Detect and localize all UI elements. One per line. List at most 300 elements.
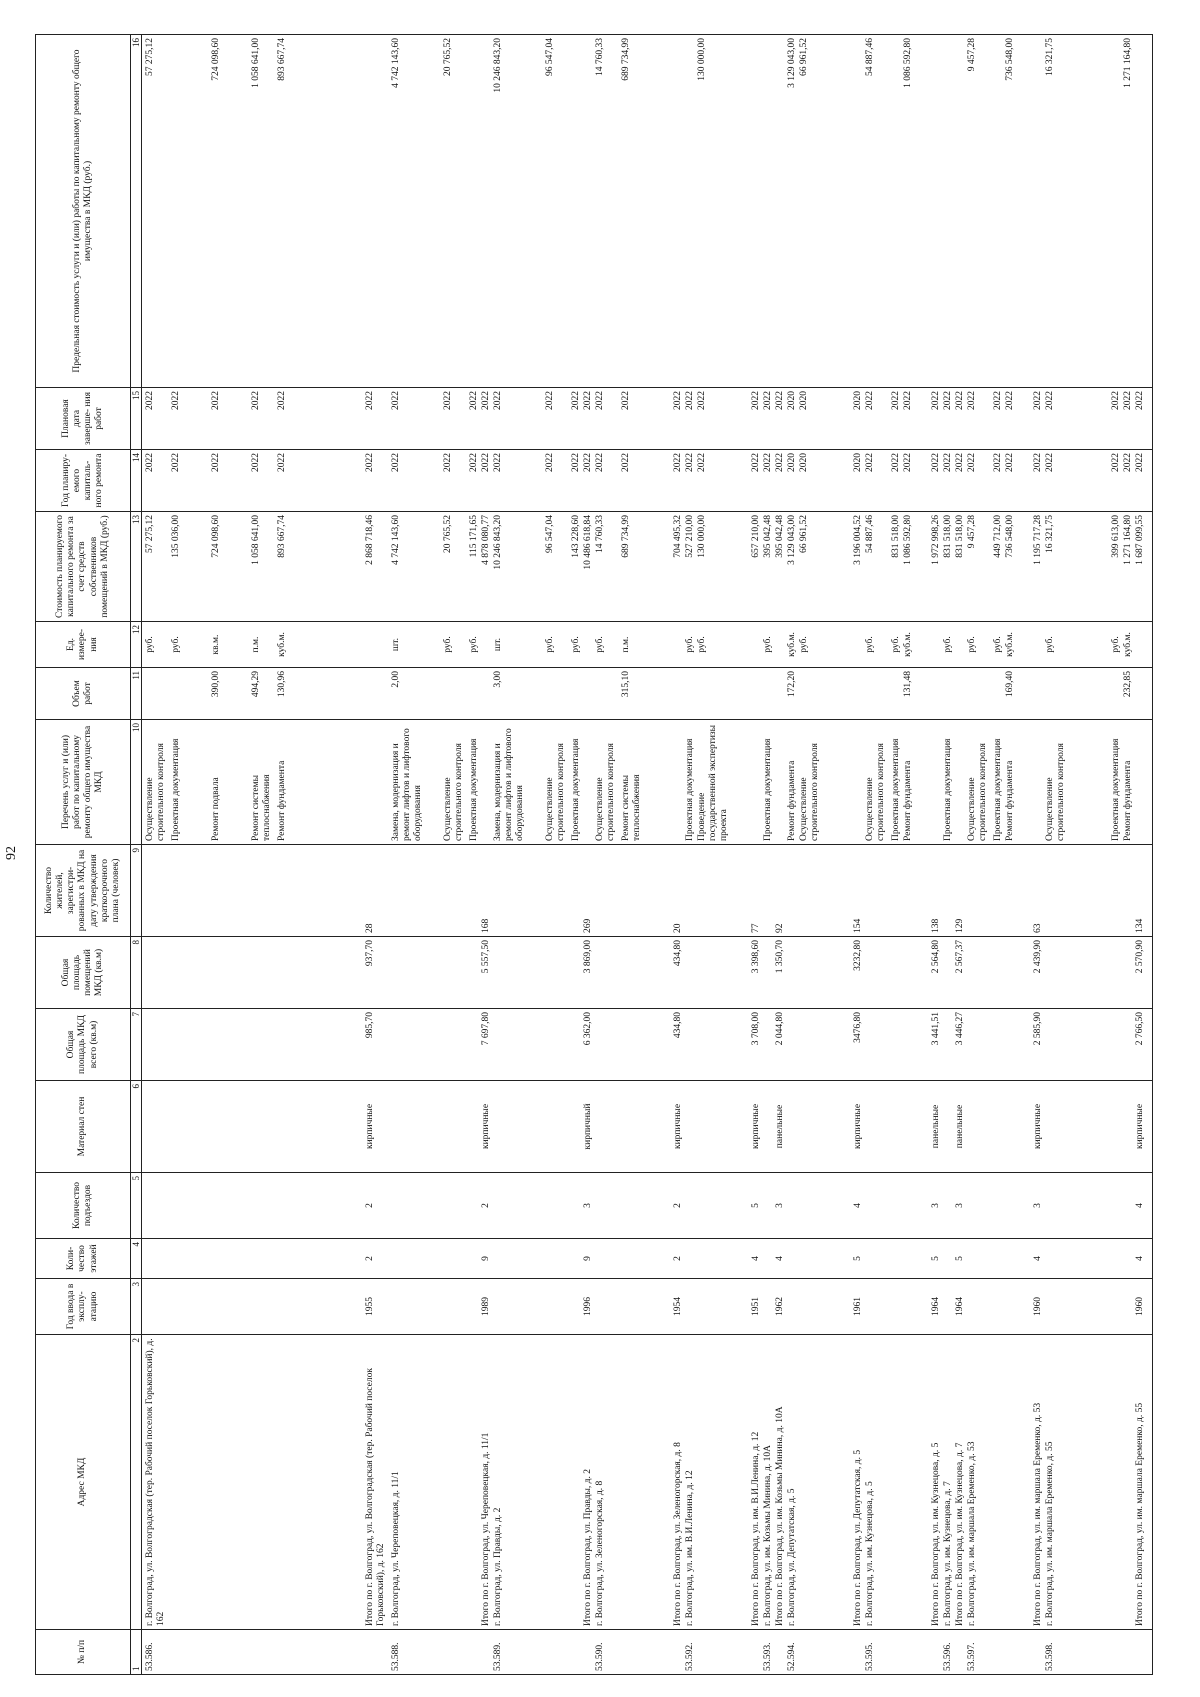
cell-entries-4-num: 53.589.	[493, 1642, 504, 1671]
cell-entries-7-entrances: 2	[673, 1203, 684, 1208]
cell-works-2-volume: 390,00	[211, 671, 222, 698]
cell-works-11-cost: 96 547,04	[545, 515, 556, 553]
cell-entries-13-area_premises: 3232,80	[853, 940, 864, 971]
cell-works-22-volume: 172,20	[787, 671, 798, 698]
cell-works-21-cost: 395 042,48	[775, 515, 786, 558]
column-number-4: 4	[131, 1239, 142, 1279]
column-header-3: Год ввода в эксплу- атацию	[36, 1279, 131, 1335]
cell-works-20-year: 2022	[763, 453, 774, 472]
column-number-16: 16	[131, 35, 142, 388]
cell-works-35-cost: 16 321,75	[1045, 515, 1056, 553]
cell-works-29-unit: руб.	[943, 636, 954, 653]
cell-works-13-cost: 10 486 618,84	[583, 515, 594, 570]
cell-works-36-cost: 399 613,00	[1111, 515, 1122, 558]
cell-works-27-volume: 131,48	[903, 671, 914, 698]
cell-entries-1-entrances: 2	[365, 1203, 376, 1208]
cell-works-37-limit: 1 271 164,80	[1123, 38, 1134, 88]
cell-entries-17-year: 1964	[955, 1297, 966, 1316]
cell-entries-18-num: 53.597.	[967, 1642, 978, 1671]
cell-works-35-unit: руб.	[1045, 636, 1056, 653]
cell-works-1-work: Проектная документация	[171, 738, 182, 841]
header-row	[36, 35, 131, 1675]
cell-works-33-end: 2022	[1005, 391, 1016, 410]
column-body-16	[142, 35, 1153, 388]
column-body-2	[142, 1335, 1153, 1630]
rotated-page	[35, 35, 1160, 1675]
column-header-15: Плановая дата заверше- ния работ	[36, 388, 131, 450]
cell-works-37-unit: куб.м.	[1123, 632, 1134, 657]
cell-entries-11-entrances: 3	[775, 1203, 786, 1208]
cell-works-14-work: Осуществление строительного контроля	[595, 743, 617, 841]
column-header-11: Объем работ	[36, 668, 131, 720]
column-header-12: Ед. измере- ния	[36, 622, 131, 668]
cell-works-22-unit: куб.м.	[787, 632, 798, 657]
cell-works-17-year: 2022	[685, 453, 696, 472]
cell-works-34-end: 2022	[1033, 391, 1044, 410]
cell-works-22-end: 2020	[787, 391, 798, 410]
cell-entries-12-address: г. Волгоград, ул. Депутатская, д. 5	[787, 1488, 798, 1626]
cell-entries-9-area_premises: 3 398,60	[751, 940, 762, 974]
cell-works-1-unit: руб.	[171, 636, 182, 653]
cell-works-20-cost: 395 042,48	[763, 515, 774, 558]
cell-entries-1-area_total: 985,70	[365, 1012, 376, 1039]
cell-works-29-end: 2022	[943, 391, 954, 410]
cell-works-0-cost: 57 275,12	[145, 515, 156, 553]
cell-works-2-limit: 724 098,60	[211, 38, 222, 81]
cell-works-10-cost: 10 246 843,20	[493, 515, 504, 570]
cell-entries-5-residents: 269	[583, 918, 594, 933]
cell-works-7-end: 2022	[443, 391, 454, 410]
cell-works-25-work: Осуществление строительного контроля	[865, 743, 887, 841]
column-body-9	[142, 845, 1153, 937]
cell-entries-17-floors: 5	[955, 1256, 966, 1261]
cell-works-15-unit: п.м.	[621, 636, 632, 653]
column-number-7: 7	[131, 1009, 142, 1081]
cell-works-21-end: 2022	[775, 391, 786, 410]
cell-entries-6-address: г. Волгоград, ул. Зеленогорская, д. 8	[595, 1480, 606, 1626]
cell-works-25-year: 2022	[865, 453, 876, 472]
cell-entries-19-year: 1960	[1033, 1297, 1044, 1316]
cell-works-12-end: 2022	[571, 391, 582, 410]
cell-works-36-year: 2022	[1111, 453, 1122, 472]
cell-entries-3-entrances: 2	[481, 1203, 492, 1208]
cell-works-23-limit: 66 961,52	[799, 38, 810, 76]
cell-entries-13-year: 1961	[853, 1297, 864, 1316]
column-number-3: 3	[131, 1279, 142, 1335]
cell-entries-21-area_premises: 2 570,90	[1135, 940, 1146, 974]
cell-works-17-work: Проектная документация	[685, 738, 696, 841]
cell-works-18-limit: 130 000,00	[697, 38, 708, 81]
cell-works-23-year: 2020	[799, 453, 810, 472]
cell-works-1-year: 2022	[171, 453, 182, 472]
cell-entries-15-residents: 138	[931, 918, 942, 933]
column-number-13: 13	[131, 512, 142, 622]
cell-works-4-end: 2022	[277, 391, 288, 410]
column-body-13	[142, 512, 1153, 622]
cell-works-7-year: 2022	[443, 453, 454, 472]
column-number-2: 2	[131, 1335, 142, 1630]
cell-works-23-cost: 66 961,52	[799, 515, 810, 553]
cell-works-8-year: 2022	[469, 453, 480, 472]
cell-works-6-cost: 4 742 143,60	[391, 515, 402, 565]
cell-works-27-unit: куб.м.	[903, 632, 914, 657]
cell-works-9-end: 2022	[481, 391, 492, 410]
cell-works-3-work: Ремонт системы теплоснабжения	[251, 774, 273, 841]
cell-works-10-year: 2022	[493, 453, 504, 472]
cell-works-36-work: Проектная документация	[1111, 738, 1122, 841]
cell-works-10-work: Замена, модернизация и ремонт лифтов и лифтового оборудования	[493, 728, 526, 841]
cell-works-33-limit: 736 548,00	[1005, 38, 1016, 81]
cell-works-14-year: 2022	[595, 453, 606, 472]
cell-entries-2-num: 53.588.	[391, 1642, 402, 1671]
cell-works-11-limit: 96 547,04	[545, 38, 556, 76]
cell-entries-10-address: г. Волгоград, ул. им. Козьмы Минина, д. 10А	[763, 1445, 774, 1626]
column-header-8: Общая площадь помещений МКД (кв.м)	[36, 937, 131, 1009]
cell-works-12-cost: 143 228,60	[571, 515, 582, 558]
cell-works-6-year: 2022	[391, 453, 402, 472]
cell-works-3-volume: 494,29	[251, 671, 262, 698]
cell-works-0-work: Осуществление строительного контроля	[145, 743, 167, 841]
column-body-5	[142, 1173, 1153, 1239]
cell-entries-13-material: кирпичные	[853, 1103, 864, 1150]
column-header-5: Количество подъездов	[36, 1173, 131, 1239]
cell-entries-5-area_premises: 3 869,00	[583, 940, 594, 974]
cell-works-15-year: 2022	[621, 453, 632, 472]
cell-entries-8-address: г. Волгоград, ул. им. В.И.Ленина, д. 12	[685, 1470, 696, 1626]
cell-works-6-volume: 2,00	[391, 671, 402, 688]
cell-entries-7-area_premises: 434,80	[673, 940, 684, 967]
column-number-5: 5	[131, 1173, 142, 1239]
cell-entries-11-area_total: 2 044,80	[775, 1012, 786, 1046]
cell-works-33-unit: куб.м.	[1005, 632, 1016, 657]
cell-works-25-limit: 54 887,46	[865, 38, 876, 76]
repair-plan-table	[35, 34, 1153, 1675]
cell-works-12-year: 2022	[571, 453, 582, 472]
cell-works-22-work: Ремонт фундамента	[787, 760, 798, 841]
cell-works-10-end: 2022	[493, 391, 504, 410]
cell-works-18-cost: 130 000,00	[697, 515, 708, 558]
cell-works-28-year: 2022	[931, 453, 942, 472]
cell-entries-12-num: 52.594.	[787, 1642, 798, 1671]
column-body-14	[142, 450, 1153, 512]
column-number-15: 15	[131, 388, 142, 450]
cell-works-9-cost: 4 878 080,77	[481, 515, 492, 565]
cell-works-10-limit: 10 246 843,20	[493, 38, 504, 93]
cell-works-2-work: Ремонт подвала	[211, 777, 222, 841]
cell-works-26-unit: руб.	[891, 636, 902, 653]
cell-entries-3-floors: 9	[481, 1256, 492, 1261]
cell-works-4-limit: 893 667,74	[277, 38, 288, 81]
cell-works-32-work: Проектная документация	[993, 738, 1004, 841]
cell-entries-15-year: 1964	[931, 1297, 942, 1316]
cell-works-4-cost: 893 667,74	[277, 515, 288, 558]
cell-works-33-year: 2022	[1005, 453, 1016, 472]
cell-works-33-work: Ремонт фундамента	[1005, 760, 1016, 841]
cell-works-2-year: 2022	[211, 453, 222, 472]
cell-entries-5-year: 1996	[583, 1297, 594, 1316]
cell-entries-7-year: 1954	[673, 1297, 684, 1316]
cell-entries-9-year: 1951	[751, 1297, 762, 1316]
cell-works-33-volume: 169,40	[1005, 671, 1016, 698]
cell-works-0-unit: руб.	[145, 636, 156, 653]
cell-works-17-cost: 527 210,00	[685, 515, 696, 558]
cell-works-1-end: 2022	[171, 391, 182, 410]
cell-works-23-work: Осуществление строительного контроля	[799, 743, 821, 841]
cell-entries-3-residents: 168	[481, 918, 492, 933]
cell-works-38-year: 2022	[1135, 453, 1146, 472]
cell-entries-3-area_premises: 5 557,50	[481, 940, 492, 974]
column-body-3	[142, 1279, 1153, 1335]
column-body-11	[142, 668, 1153, 720]
cell-works-28-end: 2022	[931, 391, 942, 410]
cell-works-35-year: 2022	[1045, 453, 1056, 472]
column-body-8	[142, 937, 1153, 1009]
cell-works-29-year: 2022	[943, 453, 954, 472]
cell-works-18-year: 2022	[697, 453, 708, 472]
cell-works-26-year: 2022	[891, 453, 902, 472]
cell-works-9-year: 2022	[481, 453, 492, 472]
cell-works-0-end: 2022	[145, 391, 156, 410]
cell-works-5-year: 2022	[365, 453, 376, 472]
cell-works-24-end: 2020	[853, 391, 864, 410]
cell-works-37-year: 2022	[1123, 453, 1134, 472]
cell-entries-5-floors: 9	[583, 1256, 594, 1261]
cell-works-22-cost: 3 129 043,00	[787, 515, 798, 565]
cell-works-37-work: Ремонт фундамента	[1123, 760, 1134, 841]
cell-entries-5-area_total: 6 362,00	[583, 1012, 594, 1046]
cell-works-15-work: Ремонт системы теплоснабжения	[621, 774, 643, 841]
cell-works-16-end: 2022	[673, 391, 684, 410]
cell-entries-13-area_total: 3476,80	[853, 1012, 864, 1043]
cell-entries-11-material: панельные	[775, 1104, 786, 1149]
column-number-10: 10	[131, 720, 142, 845]
cell-entries-17-area_total: 3 446,27	[955, 1012, 966, 1046]
cell-entries-17-address: Итого по г. Волгоград, ул. им. Кузнецова, д. 7	[955, 1442, 966, 1626]
cell-works-4-year: 2022	[277, 453, 288, 472]
cell-works-32-cost: 449 712,00	[993, 515, 1004, 558]
cell-works-34-cost: 1 195 717,28	[1033, 515, 1044, 565]
cell-entries-11-address: Итого по г. Волгоград, ул. им. Козьмы Минина, д. 10А	[775, 1406, 786, 1626]
column-header-4: Коли- чество этажей	[36, 1239, 131, 1279]
cell-entries-5-address: Итого по г. Волгоград, ул. Правды, д. 2	[583, 1469, 594, 1626]
cell-works-14-cost: 14 760,33	[595, 515, 606, 553]
cell-works-32-year: 2022	[993, 453, 1004, 472]
cell-entries-1-residents: 28	[365, 923, 376, 933]
cell-works-5-end: 2022	[365, 391, 376, 410]
cell-works-37-end: 2022	[1123, 391, 1134, 410]
cell-entries-11-residents: 92	[775, 923, 786, 933]
cell-entries-14-address: г. Волгоград, ул. им. Кузнецова, д. 5	[865, 1481, 876, 1626]
cell-entries-21-address: Итого по г. Волгоград, ул. им. маршала Еременко, д. 55	[1135, 1402, 1146, 1626]
cell-entries-10-num: 53.593.	[763, 1642, 774, 1671]
cell-entries-9-floors: 4	[751, 1256, 762, 1261]
cell-entries-15-entrances: 3	[931, 1203, 942, 1208]
cell-works-15-end: 2022	[621, 391, 632, 410]
column-header-10: Перечень услуг и (или) работ по капитальному ремонту общего имущества МКД	[36, 720, 131, 845]
cell-entries-7-residents: 20	[673, 923, 684, 933]
column-header-1: № п/п	[36, 1630, 131, 1675]
cell-entries-13-address: Итого по г. Волгоград, ул. Депутатская, д. 5	[853, 1449, 864, 1626]
cell-works-3-limit: 1 058 641,00	[251, 38, 262, 88]
cell-entries-9-area_total: 3 708,00	[751, 1012, 762, 1046]
column-body-1	[142, 1630, 1153, 1675]
cell-works-19-year: 2022	[751, 453, 762, 472]
cell-works-23-end: 2020	[799, 391, 810, 410]
column-body-4	[142, 1239, 1153, 1279]
column-number-11: 11	[131, 668, 142, 720]
cell-works-8-unit: руб.	[469, 636, 480, 653]
cell-works-6-limit: 4 742 143,60	[391, 38, 402, 88]
cell-works-14-unit: руб.	[595, 636, 606, 653]
cell-entries-17-area_premises: 2 567,37	[955, 940, 966, 974]
cell-works-4-unit: куб.м.	[277, 632, 288, 657]
cell-entries-7-floors: 2	[673, 1256, 684, 1261]
cell-works-8-work: Проектная документация	[469, 738, 480, 841]
cell-entries-19-entrances: 3	[1033, 1203, 1044, 1208]
cell-works-20-unit: руб.	[763, 636, 774, 653]
column-header-2: Адрес МКД	[36, 1335, 131, 1630]
cell-works-4-work: Ремонт фундамента	[277, 760, 288, 841]
cell-entries-9-material: кирпичные	[751, 1103, 762, 1150]
cell-works-26-work: Проектная документация	[891, 738, 902, 841]
column-body-15	[142, 388, 1153, 450]
cell-works-36-unit: руб.	[1111, 636, 1122, 653]
cell-works-31-limit: 9 457,28	[967, 38, 978, 72]
cell-works-25-cost: 54 887,46	[865, 515, 876, 553]
cell-entries-21-material: кирпичные	[1135, 1103, 1146, 1150]
cell-entries-6-num: 53.590.	[595, 1642, 606, 1671]
cell-works-27-work: Ремонт фундамента	[903, 760, 914, 841]
cell-works-26-cost: 831 518,00	[891, 515, 902, 558]
cell-works-24-year: 2020	[853, 453, 864, 472]
cell-works-14-end: 2022	[595, 391, 606, 410]
cell-entries-1-material: кирпичные	[365, 1103, 376, 1150]
column-body-10	[142, 720, 1153, 845]
cell-works-8-end: 2022	[469, 391, 480, 410]
column-number-6: 6	[131, 1081, 142, 1173]
cell-entries-19-floors: 4	[1033, 1256, 1044, 1261]
cell-works-35-end: 2022	[1045, 391, 1056, 410]
cell-works-10-unit: шт.	[493, 637, 504, 652]
cell-works-3-cost: 1 058 641,00	[251, 515, 262, 565]
cell-entries-13-entrances: 4	[853, 1203, 864, 1208]
column-number-12: 12	[131, 622, 142, 668]
cell-entries-1-address: Итого по г. Волгоград, ул. Волгоградская (тер. Рабочий поселок Горьковский), д. 162	[365, 1368, 387, 1626]
cell-works-32-unit: руб.	[993, 636, 1004, 653]
cell-works-8-cost: 115 171,65	[469, 515, 480, 558]
cell-entries-20-num: 53.598.	[1045, 1642, 1056, 1671]
cell-entries-4-address: г. Волгоград, ул. Правды, д. 2	[493, 1507, 504, 1626]
cell-entries-17-residents: 129	[955, 918, 966, 933]
cell-entries-15-area_premises: 2 564,80	[931, 940, 942, 974]
cell-entries-18-address: г. Волгоград, ул. им. маршала Еременко, д. 53	[967, 1441, 978, 1626]
cell-entries-1-area_premises: 937,70	[365, 940, 376, 967]
cell-works-4-volume: 130,96	[277, 671, 288, 698]
cell-works-17-unit: руб.	[685, 636, 696, 653]
cell-works-13-end: 2022	[583, 391, 594, 410]
cell-works-15-volume: 315,10	[621, 671, 632, 698]
cell-entries-21-residents: 134	[1135, 918, 1146, 933]
cell-works-33-cost: 736 548,00	[1005, 515, 1016, 558]
cell-works-31-cost: 9 457,28	[967, 515, 978, 549]
column-number-1: 1	[131, 1630, 142, 1675]
cell-entries-1-floors: 2	[365, 1256, 376, 1261]
cell-works-11-end: 2022	[545, 391, 556, 410]
cell-works-31-work: Осуществление строительного контроля	[967, 743, 989, 841]
cell-works-27-year: 2022	[903, 453, 914, 472]
cell-entries-17-entrances: 3	[955, 1203, 966, 1208]
cell-entries-19-address: Итого по г. Волгоград, ул. им. маршала Еременко, д. 53	[1033, 1402, 1044, 1626]
cell-works-11-unit: руб.	[545, 636, 556, 653]
cell-works-18-work: Проведение государственной экспертизы проекта	[697, 724, 730, 841]
cell-entries-15-area_total: 3 441,51	[931, 1012, 942, 1046]
cell-entries-7-address: Итого по г. Волгоград, ул. Зеленогорская, д. 8	[673, 1442, 684, 1626]
cell-works-32-end: 2022	[993, 391, 1004, 410]
column-header-16: Предельная стоимость услуги и (или) работы по капитальному ремонту общего имущества в МКД (руб.)	[36, 35, 131, 388]
cell-works-22-year: 2020	[787, 453, 798, 472]
cell-works-38-cost: 1 687 099,55	[1135, 515, 1146, 565]
cell-entries-11-area_premises: 1 350,70	[775, 940, 786, 974]
cell-entries-11-floors: 4	[775, 1256, 786, 1261]
cell-works-38-end: 2022	[1135, 391, 1146, 410]
cell-works-19-cost: 657 210,00	[751, 515, 762, 558]
cell-works-30-end: 2022	[955, 391, 966, 410]
cell-works-13-year: 2022	[583, 453, 594, 472]
cell-entries-19-area_total: 2 585,90	[1033, 1012, 1044, 1046]
cell-entries-15-material: панельные	[931, 1104, 942, 1149]
cell-works-37-volume: 232,85	[1123, 671, 1134, 698]
cell-works-7-unit: руб.	[443, 636, 454, 653]
cell-works-0-year: 2022	[145, 453, 156, 472]
cell-entries-19-area_premises: 2 439,90	[1033, 940, 1044, 974]
cell-works-7-limit: 20 765,52	[443, 38, 454, 76]
cell-works-22-limit: 3 129 043,00	[787, 38, 798, 88]
cell-works-5-cost: 2 868 718,46	[365, 515, 376, 565]
cell-works-31-year: 2022	[967, 453, 978, 472]
cell-works-7-cost: 20 765,52	[443, 515, 454, 553]
cell-works-27-cost: 1 086 592,80	[903, 515, 914, 565]
cell-works-31-unit: руб.	[967, 636, 978, 653]
cell-entries-3-year: 1989	[481, 1297, 492, 1316]
cell-works-3-unit: п.м.	[251, 636, 262, 653]
cell-works-34-year: 2022	[1033, 453, 1044, 472]
cell-entries-15-floors: 5	[931, 1256, 942, 1261]
cell-works-2-cost: 724 098,60	[211, 515, 222, 558]
column-body-6	[142, 1081, 1153, 1173]
cell-entries-5-material: кирпичный	[583, 1103, 594, 1150]
cell-works-6-work: Замена, модернизация и ремонт лифтов и лифтового оборудования	[391, 728, 424, 841]
cell-works-7-work: Осуществление строительного контроля	[443, 743, 465, 841]
cell-entries-1-year: 1955	[365, 1297, 376, 1316]
cell-entries-21-entrances: 4	[1135, 1203, 1146, 1208]
cell-works-29-cost: 831 518,00	[943, 515, 954, 558]
cell-entries-9-residents: 77	[751, 923, 762, 933]
cell-entries-0-address: г. Волгоград, ул. Волгоградская (тер. Рабочий поселок Горьковский), д. 162	[145, 1338, 167, 1626]
cell-works-1-cost: 135 036,00	[171, 515, 182, 558]
cell-entries-19-residents: 63	[1033, 923, 1044, 933]
cell-entries-13-floors: 5	[853, 1256, 864, 1261]
table-body	[142, 35, 1153, 1675]
cell-entries-16-address: г. Волгоград, ул. им. Кузнецова, д. 7	[943, 1481, 954, 1626]
cell-entries-21-floors: 4	[1135, 1256, 1146, 1261]
cell-works-17-end: 2022	[685, 391, 696, 410]
cell-works-21-year: 2022	[775, 453, 786, 472]
cell-works-10-volume: 3,00	[493, 671, 504, 688]
cell-entries-9-entrances: 5	[751, 1203, 762, 1208]
cell-entries-15-address: Итого по г. Волгоград, ул. им. Кузнецова, д. 5	[931, 1442, 942, 1626]
cell-works-28-cost: 1 972 998,26	[931, 515, 942, 565]
cell-entries-16-num: 53.596.	[943, 1642, 954, 1671]
